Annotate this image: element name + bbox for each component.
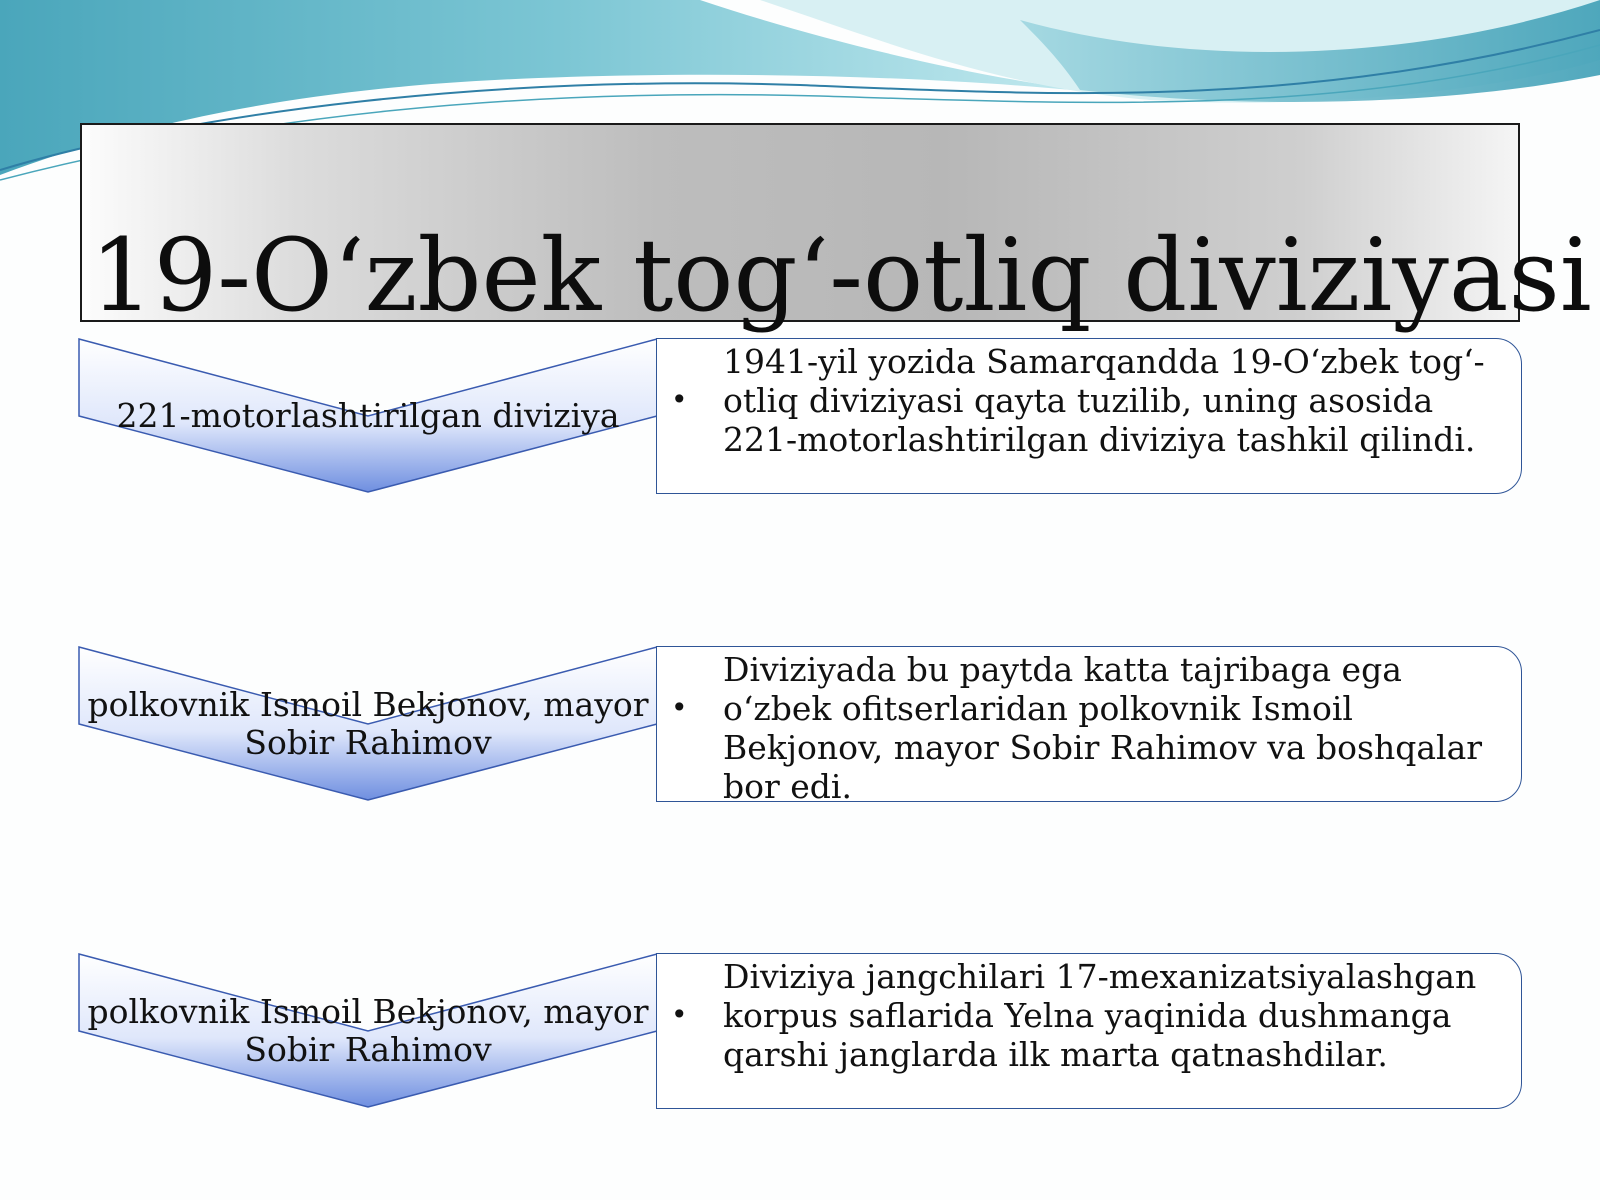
description-text: 1941-yil yozida Samarqandda 19-O‘zbek tog‘-otliq diviziyasi qayta tuzilib, uning asosida 221-motorlashtirilgan diviziya tashkil qilindi. [723,342,1485,459]
list-item [78,646,1522,806]
description-text: Diviziyada bu paytda katta tajribaga ega o‘zbek ofitserlaridan polkovnik Ismoil Bekjonov, mayor Sobir Rahimov va boshqalar bor edi. [723,650,1483,806]
chevron-label: 221-motorlashtirilgan diviziya [116,396,620,436]
description-text: Diviziya jangchilari 17-mexanizatsiyalashgan korpus saflarida Yelna yaqinida dushmanga qarshi janglarda ilk marta qatnashdilar. [723,957,1477,1074]
page-title: 19-O‘zbek tog‘-otliq diviziyasi [90,217,1592,334]
description-box [656,338,1522,494]
description-box [656,646,1522,806]
list-item [78,953,1522,1109]
list-item [78,338,1522,494]
chevron-label: polkovnik Ismoil Bekjonov, mayor Sobir Rahimov [87,685,649,762]
bullet-icon: • [671,691,688,724]
title-banner [80,123,1592,334]
description-box [656,953,1522,1109]
bullet-icon: • [671,998,688,1031]
bullet-icon: • [671,383,688,416]
chevron-label: polkovnik Ismoil Bekjonov, mayor Sobir Rahimov [87,992,649,1069]
